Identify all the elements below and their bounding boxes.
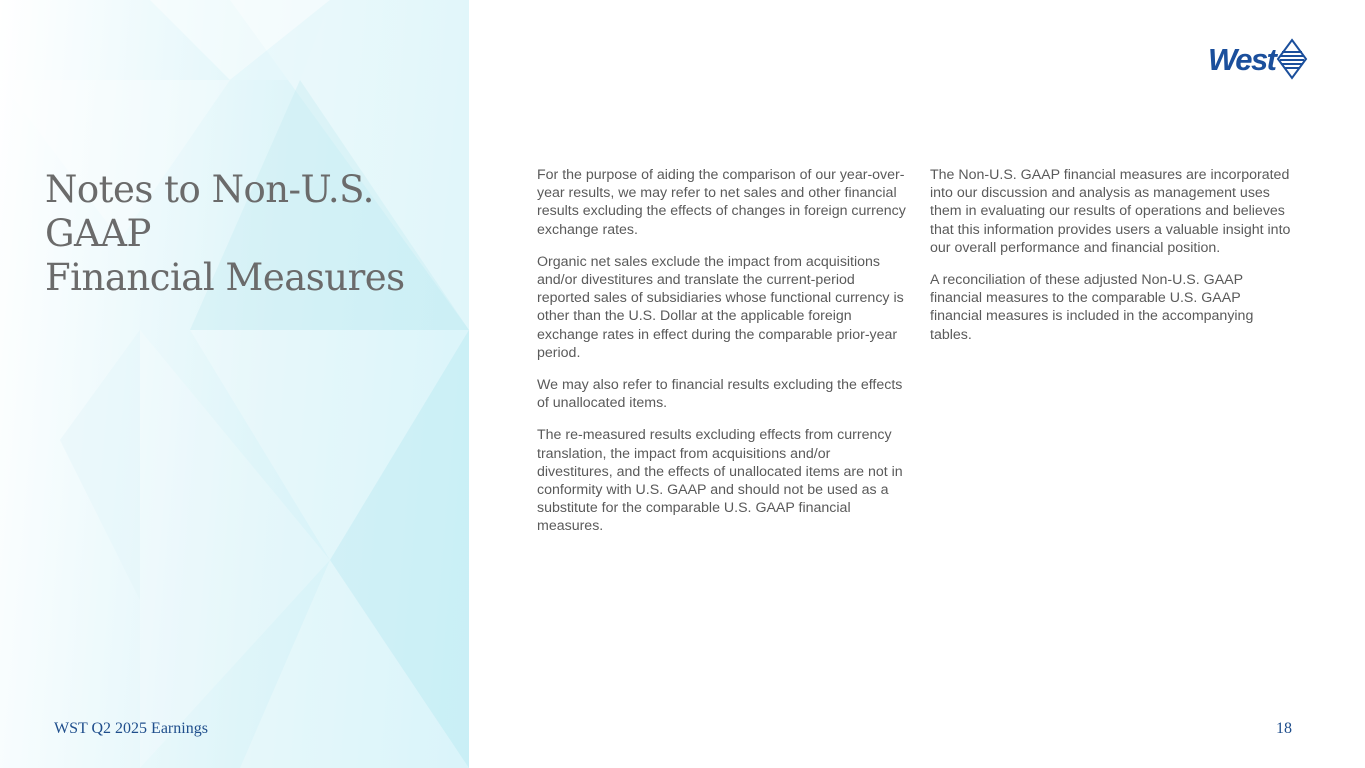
west-diamond-icon <box>1276 38 1308 80</box>
paragraph: A reconciliation of these adjusted Non-U.S. GAAP financial measures to the comparable U.S. GAAP financial measures is included in the accompanying tables. <box>930 272 1254 343</box>
text-column-right <box>930 166 1294 358</box>
logo-wordmark: West <box>1208 41 1276 77</box>
geometric-pattern <box>0 0 469 768</box>
footer-label: WST Q2 2025 Earnings <box>54 720 208 737</box>
page-number: 18 <box>1276 720 1292 737</box>
west-logo <box>1208 38 1308 80</box>
paragraph: Organic net sales exclude the impact from acquisitions and/or divestitures and translate the current-period reported sales of subsidiaries whose functional currency is other than the U.S. Dollar at the applicable foreign exchange rates in effect during the comparable prior-year period. <box>537 253 904 361</box>
slide-title-line-1: Notes to Non-U.S. GAAP <box>45 168 374 255</box>
decorative-background-panel <box>0 0 469 768</box>
paragraph: We may also refer to financial results excluding the effects of unallocated items. <box>537 377 903 412</box>
slide-title <box>45 168 465 300</box>
paragraph: For the purpose of aiding the comparison of our year-over-year results, we may refer to net sales and other financial results excluding the effects of changes in foreign currency exchange rates. <box>537 167 906 238</box>
paragraph: The re-measured results excluding effects from currency translation, the impact from acquisitions and/or divestitures, and the effects of unallocated items are not in conformity with U.S. GAAP and should not be used as a substitute for the comparable U.S. GAAP financial measures. <box>537 427 903 535</box>
paragraph: The Non-U.S. GAAP financial measures are incorporated into our discussion and analysis as management uses them in evaluating our results of operations and believes that this information provides users a valuable insight into our overall performance and financial position. <box>930 167 1291 256</box>
text-column-left <box>537 166 909 550</box>
slide-title-line-2: Financial Measures <box>45 256 405 299</box>
